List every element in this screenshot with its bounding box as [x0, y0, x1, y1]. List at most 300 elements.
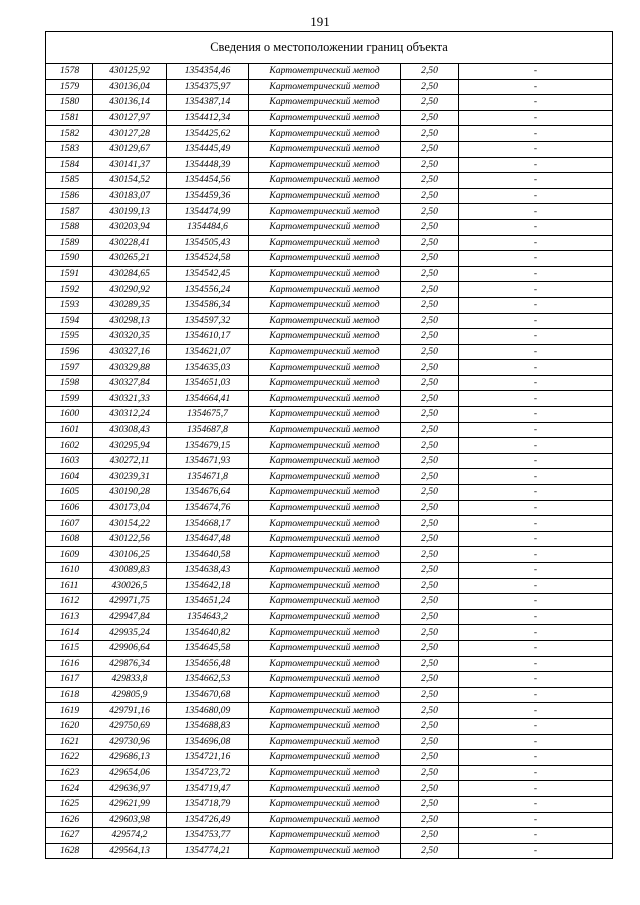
boundary-table: [45, 31, 613, 859]
description-cell: -: [459, 796, 613, 812]
point-number-cell: 1583: [46, 141, 93, 157]
x-coordinate-cell: 429833,8: [93, 672, 167, 688]
y-coordinate-cell: 1354635,03: [167, 360, 249, 376]
method-cell: Картометрический метод: [249, 219, 401, 235]
accuracy-cell: 2,50: [401, 375, 459, 391]
method-cell: Картометрический метод: [249, 407, 401, 423]
point-number-cell: 1600: [46, 407, 93, 423]
table-row: [46, 360, 613, 376]
accuracy-cell: 2,50: [401, 251, 459, 267]
point-number-cell: 1624: [46, 781, 93, 797]
x-coordinate-cell: 430122,56: [93, 531, 167, 547]
point-number-cell: 1601: [46, 422, 93, 438]
table-row: [46, 563, 613, 579]
y-coordinate-cell: 1354621,07: [167, 344, 249, 360]
y-coordinate-cell: 1354387,14: [167, 95, 249, 111]
accuracy-cell: 2,50: [401, 360, 459, 376]
table-row: [46, 95, 613, 111]
description-cell: -: [459, 375, 613, 391]
accuracy-cell: 2,50: [401, 578, 459, 594]
y-coordinate-cell: 1354645,58: [167, 640, 249, 656]
y-coordinate-cell: 1354459,36: [167, 188, 249, 204]
x-coordinate-cell: 430127,28: [93, 126, 167, 142]
method-cell: Картометрический метод: [249, 157, 401, 173]
x-coordinate-cell: 430228,41: [93, 235, 167, 251]
table-row: [46, 796, 613, 812]
table-row: [46, 531, 613, 547]
table-row: [46, 609, 613, 625]
method-cell: Картометрический метод: [249, 110, 401, 126]
point-number-cell: 1625: [46, 796, 93, 812]
point-number-cell: 1603: [46, 453, 93, 469]
accuracy-cell: 2,50: [401, 204, 459, 220]
y-coordinate-cell: 1354726,49: [167, 812, 249, 828]
description-cell: -: [459, 469, 613, 485]
point-number-cell: 1605: [46, 485, 93, 501]
table-row: [46, 282, 613, 298]
table-row: [46, 485, 613, 501]
method-cell: Картометрический метод: [249, 297, 401, 313]
y-coordinate-cell: 1354651,24: [167, 594, 249, 610]
x-coordinate-cell: 429971,75: [93, 594, 167, 610]
description-cell: -: [459, 173, 613, 189]
method-cell: Картометрический метод: [249, 781, 401, 797]
accuracy-cell: 2,50: [401, 812, 459, 828]
point-number-cell: 1602: [46, 438, 93, 454]
y-coordinate-cell: 1354425,62: [167, 126, 249, 142]
x-coordinate-cell: 429654,06: [93, 765, 167, 781]
accuracy-cell: 2,50: [401, 391, 459, 407]
description-cell: -: [459, 266, 613, 282]
method-cell: Картометрический метод: [249, 718, 401, 734]
description-cell: -: [459, 656, 613, 672]
table-row: [46, 126, 613, 142]
x-coordinate-cell: 430106,25: [93, 547, 167, 563]
table-row: [46, 812, 613, 828]
y-coordinate-cell: 1354687,8: [167, 422, 249, 438]
accuracy-cell: 2,50: [401, 329, 459, 345]
accuracy-cell: 2,50: [401, 157, 459, 173]
y-coordinate-cell: 1354674,76: [167, 500, 249, 516]
description-cell: -: [459, 703, 613, 719]
description-cell: -: [459, 828, 613, 844]
y-coordinate-cell: 1354671,8: [167, 469, 249, 485]
method-cell: Картометрический метод: [249, 812, 401, 828]
accuracy-cell: 2,50: [401, 110, 459, 126]
accuracy-cell: 2,50: [401, 64, 459, 80]
point-number-cell: 1620: [46, 718, 93, 734]
point-number-cell: 1587: [46, 204, 93, 220]
x-coordinate-cell: 429805,9: [93, 687, 167, 703]
x-coordinate-cell: 430312,24: [93, 407, 167, 423]
y-coordinate-cell: 1354454,56: [167, 173, 249, 189]
description-cell: -: [459, 251, 613, 267]
description-cell: -: [459, 563, 613, 579]
method-cell: Картометрический метод: [249, 313, 401, 329]
y-coordinate-cell: 1354586,34: [167, 297, 249, 313]
x-coordinate-cell: 429636,97: [93, 781, 167, 797]
point-number-cell: 1621: [46, 734, 93, 750]
point-number-cell: 1599: [46, 391, 93, 407]
method-cell: Картометрический метод: [249, 266, 401, 282]
table-row: [46, 313, 613, 329]
method-cell: Картометрический метод: [249, 422, 401, 438]
method-cell: Картометрический метод: [249, 391, 401, 407]
description-cell: -: [459, 765, 613, 781]
method-cell: Картометрический метод: [249, 141, 401, 157]
accuracy-cell: 2,50: [401, 703, 459, 719]
table-row: [46, 391, 613, 407]
y-coordinate-cell: 1354719,47: [167, 781, 249, 797]
x-coordinate-cell: 429730,96: [93, 734, 167, 750]
y-coordinate-cell: 1354354,46: [167, 64, 249, 80]
x-coordinate-cell: 430308,43: [93, 422, 167, 438]
accuracy-cell: 2,50: [401, 594, 459, 610]
x-coordinate-cell: 430154,22: [93, 516, 167, 532]
point-number-cell: 1593: [46, 297, 93, 313]
accuracy-cell: 2,50: [401, 718, 459, 734]
page-number: 191: [310, 14, 330, 29]
accuracy-cell: 2,50: [401, 407, 459, 423]
table-row: [46, 781, 613, 797]
y-coordinate-cell: 1354670,68: [167, 687, 249, 703]
point-number-cell: 1590: [46, 251, 93, 267]
method-cell: Картометрический метод: [249, 375, 401, 391]
table-row: [46, 718, 613, 734]
method-cell: Картометрический метод: [249, 469, 401, 485]
point-number-cell: 1609: [46, 547, 93, 563]
accuracy-cell: 2,50: [401, 765, 459, 781]
point-number-cell: 1622: [46, 750, 93, 766]
point-number-cell: 1582: [46, 126, 93, 142]
point-number-cell: 1598: [46, 375, 93, 391]
method-cell: Картометрический метод: [249, 329, 401, 345]
description-cell: -: [459, 391, 613, 407]
description-cell: -: [459, 188, 613, 204]
method-cell: Картометрический метод: [249, 95, 401, 111]
table-row: [46, 594, 613, 610]
y-coordinate-cell: 1354375,97: [167, 79, 249, 95]
table-row: [46, 734, 613, 750]
description-cell: -: [459, 812, 613, 828]
table-row: [46, 687, 613, 703]
y-coordinate-cell: 1354505,43: [167, 235, 249, 251]
table-row: [46, 438, 613, 454]
point-number-cell: 1626: [46, 812, 93, 828]
point-number-cell: 1607: [46, 516, 93, 532]
accuracy-cell: 2,50: [401, 781, 459, 797]
table-row: [46, 469, 613, 485]
point-number-cell: 1584: [46, 157, 93, 173]
table-title-row: [46, 32, 613, 64]
accuracy-cell: 2,50: [401, 297, 459, 313]
accuracy-cell: 2,50: [401, 531, 459, 547]
boundary-table-container: [45, 31, 612, 859]
x-coordinate-cell: 430327,16: [93, 344, 167, 360]
accuracy-cell: 2,50: [401, 235, 459, 251]
y-coordinate-cell: 1354675,7: [167, 407, 249, 423]
accuracy-cell: 2,50: [401, 640, 459, 656]
accuracy-cell: 2,50: [401, 625, 459, 641]
y-coordinate-cell: 1354651,03: [167, 375, 249, 391]
point-number-cell: 1581: [46, 110, 93, 126]
point-number-cell: 1578: [46, 64, 93, 80]
description-cell: -: [459, 578, 613, 594]
accuracy-cell: 2,50: [401, 843, 459, 859]
table-row: [46, 547, 613, 563]
point-number-cell: 1623: [46, 765, 93, 781]
point-number-cell: 1611: [46, 578, 93, 594]
point-number-cell: 1614: [46, 625, 93, 641]
y-coordinate-cell: 1354647,48: [167, 531, 249, 547]
x-coordinate-cell: 430239,31: [93, 469, 167, 485]
description-cell: -: [459, 453, 613, 469]
accuracy-cell: 2,50: [401, 219, 459, 235]
point-number-cell: 1579: [46, 79, 93, 95]
y-coordinate-cell: 1354721,16: [167, 750, 249, 766]
x-coordinate-cell: 430199,13: [93, 204, 167, 220]
x-coordinate-cell: 430321,33: [93, 391, 167, 407]
point-number-cell: 1610: [46, 563, 93, 579]
x-coordinate-cell: 429876,34: [93, 656, 167, 672]
x-coordinate-cell: 429906,64: [93, 640, 167, 656]
table-row: [46, 173, 613, 189]
point-number-cell: 1595: [46, 329, 93, 345]
x-coordinate-cell: 430298,13: [93, 313, 167, 329]
accuracy-cell: 2,50: [401, 500, 459, 516]
description-cell: -: [459, 329, 613, 345]
method-cell: Картометрический метод: [249, 188, 401, 204]
table-row: [46, 422, 613, 438]
point-number-cell: 1608: [46, 531, 93, 547]
table-row: [46, 453, 613, 469]
y-coordinate-cell: 1354688,83: [167, 718, 249, 734]
description-cell: -: [459, 422, 613, 438]
accuracy-cell: 2,50: [401, 141, 459, 157]
description-cell: -: [459, 485, 613, 501]
method-cell: Картометрический метод: [249, 828, 401, 844]
table-row: [46, 375, 613, 391]
y-coordinate-cell: 1354448,39: [167, 157, 249, 173]
accuracy-cell: 2,50: [401, 344, 459, 360]
point-number-cell: 1616: [46, 656, 93, 672]
method-cell: Картометрический метод: [249, 547, 401, 563]
x-coordinate-cell: 430089,83: [93, 563, 167, 579]
method-cell: Картометрический метод: [249, 282, 401, 298]
description-cell: -: [459, 531, 613, 547]
method-cell: Картометрический метод: [249, 235, 401, 251]
point-number-cell: 1613: [46, 609, 93, 625]
table-row: [46, 141, 613, 157]
point-number-cell: 1589: [46, 235, 93, 251]
point-number-cell: 1615: [46, 640, 93, 656]
method-cell: Картометрический метод: [249, 672, 401, 688]
table-row: [46, 110, 613, 126]
table-row: [46, 516, 613, 532]
accuracy-cell: 2,50: [401, 656, 459, 672]
table-row: [46, 828, 613, 844]
accuracy-cell: 2,50: [401, 516, 459, 532]
x-coordinate-cell: 430141,37: [93, 157, 167, 173]
x-coordinate-cell: 430290,92: [93, 282, 167, 298]
method-cell: Картометрический метод: [249, 609, 401, 625]
y-coordinate-cell: 1354638,43: [167, 563, 249, 579]
x-coordinate-cell: 430136,14: [93, 95, 167, 111]
x-coordinate-cell: 430329,88: [93, 360, 167, 376]
x-coordinate-cell: 430183,07: [93, 188, 167, 204]
accuracy-cell: 2,50: [401, 79, 459, 95]
accuracy-cell: 2,50: [401, 750, 459, 766]
y-coordinate-cell: 1354656,48: [167, 656, 249, 672]
description-cell: -: [459, 204, 613, 220]
method-cell: Картометрический метод: [249, 843, 401, 859]
y-coordinate-cell: 1354640,58: [167, 547, 249, 563]
x-coordinate-cell: 430125,92: [93, 64, 167, 80]
x-coordinate-cell: 429603,98: [93, 812, 167, 828]
method-cell: Картометрический метод: [249, 173, 401, 189]
accuracy-cell: 2,50: [401, 95, 459, 111]
y-coordinate-cell: 1354718,79: [167, 796, 249, 812]
method-cell: Картометрический метод: [249, 204, 401, 220]
point-number-cell: 1594: [46, 313, 93, 329]
y-coordinate-cell: 1354676,64: [167, 485, 249, 501]
x-coordinate-cell: 430026,5: [93, 578, 167, 594]
x-coordinate-cell: 430190,28: [93, 485, 167, 501]
table-row: [46, 64, 613, 80]
description-cell: -: [459, 360, 613, 376]
y-coordinate-cell: 1354640,82: [167, 625, 249, 641]
accuracy-cell: 2,50: [401, 422, 459, 438]
method-cell: Картометрический метод: [249, 765, 401, 781]
y-coordinate-cell: 1354679,15: [167, 438, 249, 454]
accuracy-cell: 2,50: [401, 313, 459, 329]
description-cell: -: [459, 781, 613, 797]
table-row: [46, 344, 613, 360]
method-cell: Картометрический метод: [249, 594, 401, 610]
method-cell: Картометрический метод: [249, 500, 401, 516]
accuracy-cell: 2,50: [401, 453, 459, 469]
table-row: [46, 266, 613, 282]
accuracy-cell: 2,50: [401, 266, 459, 282]
point-number-cell: 1606: [46, 500, 93, 516]
accuracy-cell: 2,50: [401, 563, 459, 579]
description-cell: -: [459, 95, 613, 111]
table-row: [46, 204, 613, 220]
table-row: [46, 157, 613, 173]
x-coordinate-cell: 429574,2: [93, 828, 167, 844]
table-row: [46, 578, 613, 594]
point-number-cell: 1617: [46, 672, 93, 688]
point-number-cell: 1585: [46, 173, 93, 189]
x-coordinate-cell: 430327,84: [93, 375, 167, 391]
table-row: [46, 219, 613, 235]
description-cell: -: [459, 625, 613, 641]
table-row: [46, 625, 613, 641]
description-cell: -: [459, 235, 613, 251]
y-coordinate-cell: 1354642,18: [167, 578, 249, 594]
x-coordinate-cell: 430154,52: [93, 173, 167, 189]
x-coordinate-cell: 430136,04: [93, 79, 167, 95]
method-cell: Картометрический метод: [249, 656, 401, 672]
accuracy-cell: 2,50: [401, 547, 459, 563]
description-cell: -: [459, 157, 613, 173]
point-number-cell: 1597: [46, 360, 93, 376]
x-coordinate-cell: 430284,65: [93, 266, 167, 282]
description-cell: -: [459, 126, 613, 142]
description-cell: -: [459, 297, 613, 313]
y-coordinate-cell: 1354556,24: [167, 282, 249, 298]
description-cell: -: [459, 640, 613, 656]
y-coordinate-cell: 1354671,93: [167, 453, 249, 469]
description-cell: -: [459, 344, 613, 360]
point-number-cell: 1618: [46, 687, 93, 703]
y-coordinate-cell: 1354664,41: [167, 391, 249, 407]
table-row: [46, 235, 613, 251]
point-number-cell: 1591: [46, 266, 93, 282]
method-cell: Картометрический метод: [249, 516, 401, 532]
x-coordinate-cell: 429686,13: [93, 750, 167, 766]
point-number-cell: 1588: [46, 219, 93, 235]
method-cell: Картометрический метод: [249, 563, 401, 579]
x-coordinate-cell: 430265,21: [93, 251, 167, 267]
accuracy-cell: 2,50: [401, 188, 459, 204]
table-row: [46, 765, 613, 781]
description-cell: -: [459, 547, 613, 563]
x-coordinate-cell: 430203,94: [93, 219, 167, 235]
y-coordinate-cell: 1354542,45: [167, 266, 249, 282]
table-row: [46, 79, 613, 95]
table-row: [46, 656, 613, 672]
method-cell: Картометрический метод: [249, 750, 401, 766]
y-coordinate-cell: 1354753,77: [167, 828, 249, 844]
accuracy-cell: 2,50: [401, 609, 459, 625]
point-number-cell: 1580: [46, 95, 93, 111]
y-coordinate-cell: 1354484,6: [167, 219, 249, 235]
y-coordinate-cell: 1354643,2: [167, 609, 249, 625]
point-number-cell: 1604: [46, 469, 93, 485]
table-row: [46, 251, 613, 267]
y-coordinate-cell: 1354774,21: [167, 843, 249, 859]
description-cell: -: [459, 500, 613, 516]
table-body: [46, 64, 613, 859]
y-coordinate-cell: 1354610,17: [167, 329, 249, 345]
method-cell: Картометрический метод: [249, 703, 401, 719]
description-cell: -: [459, 79, 613, 95]
method-cell: Картометрический метод: [249, 438, 401, 454]
method-cell: Картометрический метод: [249, 687, 401, 703]
table-row: [46, 500, 613, 516]
x-coordinate-cell: 430289,35: [93, 297, 167, 313]
description-cell: -: [459, 219, 613, 235]
accuracy-cell: 2,50: [401, 282, 459, 298]
accuracy-cell: 2,50: [401, 734, 459, 750]
method-cell: Картометрический метод: [249, 344, 401, 360]
x-coordinate-cell: 430295,94: [93, 438, 167, 454]
x-coordinate-cell: 430129,67: [93, 141, 167, 157]
x-coordinate-cell: 429947,84: [93, 609, 167, 625]
y-coordinate-cell: 1354445,49: [167, 141, 249, 157]
description-cell: -: [459, 110, 613, 126]
x-coordinate-cell: 429621,99: [93, 796, 167, 812]
table-row: [46, 297, 613, 313]
y-coordinate-cell: 1354474,99: [167, 204, 249, 220]
description-cell: -: [459, 609, 613, 625]
y-coordinate-cell: 1354597,32: [167, 313, 249, 329]
accuracy-cell: 2,50: [401, 485, 459, 501]
point-number-cell: 1596: [46, 344, 93, 360]
accuracy-cell: 2,50: [401, 126, 459, 142]
description-cell: -: [459, 672, 613, 688]
